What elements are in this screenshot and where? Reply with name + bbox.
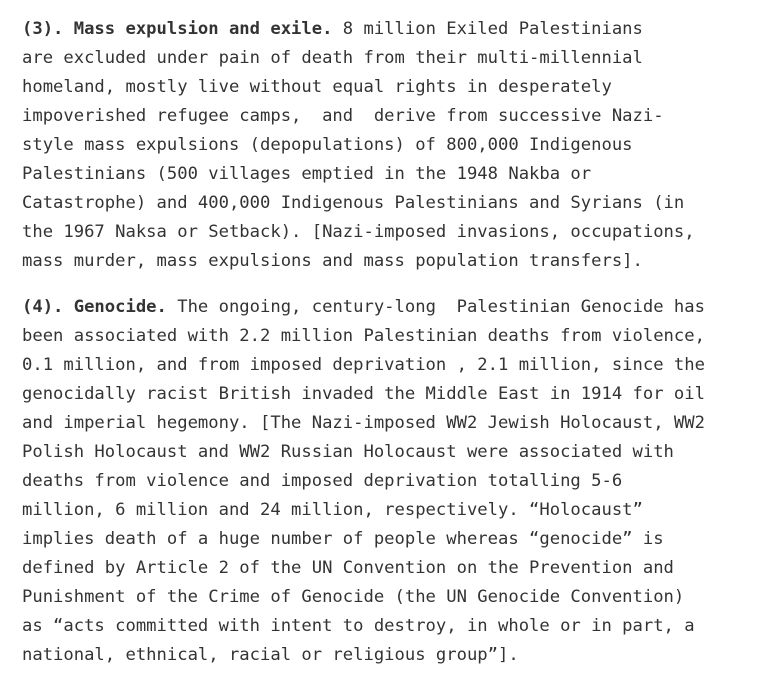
text-line [22, 293, 754, 322]
section-heading: (4). Genocide. [22, 297, 167, 317]
text-line: been associated with 2.2 million Palestinian deaths from violence, [22, 326, 705, 346]
text-line: Palestinians (500 villages emptied in the 1948 Nakba or [22, 164, 592, 184]
text-line: Punishment of the Crime of Genocide (the UN Genocide Convention) [22, 587, 685, 607]
text-line: 0.1 million, and from imposed deprivation , 2.1 million, since the [22, 355, 705, 375]
text-line: Catastrophe) and 400,000 Indigenous Palestinians and Syrians (in [22, 193, 685, 213]
text-line: million, 6 million and 24 million, respectively. “Holocaust” [22, 500, 643, 520]
paragraph-genocide [22, 293, 754, 670]
text-line: as “acts committed with intent to destroy, in whole or in part, a [22, 616, 695, 636]
line-text: 8 million Exiled Palestinians [332, 19, 643, 39]
text-line: homeland, mostly live without equal rights in desperately [22, 77, 612, 97]
text-line: defined by Article 2 of the UN Convention on the Prevention and [22, 558, 674, 578]
text-line [22, 15, 754, 44]
text-line: the 1967 Naksa or Setback). [Nazi-imposed invasions, occupations, [22, 222, 695, 242]
section-heading: (3). Mass expulsion and exile. [22, 19, 333, 39]
text-line: genocidally racist British invaded the Middle East in 1914 for oil [22, 384, 705, 404]
text-line: Polish Holocaust and WW2 Russian Holocaust were associated with [22, 442, 674, 462]
text-line: implies death of a huge number of people whereas “genocide” is [22, 529, 664, 549]
paragraph-mass-expulsion [22, 15, 754, 276]
text-line: are excluded under pain of death from their multi-millennial [22, 48, 643, 68]
text-line: deaths from violence and imposed deprivation totalling 5-6 [22, 471, 623, 491]
line-text: The ongoing, century-long Palestinian Genocide has [166, 297, 705, 317]
text-line: impoverished refugee camps, and derive from successive Nazi- [22, 106, 664, 126]
text-line: mass murder, mass expulsions and mass population transfers]. [22, 251, 643, 271]
text-line: style mass expulsions (depopulations) of 800,000 Indigenous [22, 135, 633, 155]
text-line: and imperial hegemony. [The Nazi-imposed WW2 Jewish Holocaust, WW2 [22, 413, 705, 433]
text-line: national, ethnical, racial or religious group”]. [22, 645, 519, 665]
